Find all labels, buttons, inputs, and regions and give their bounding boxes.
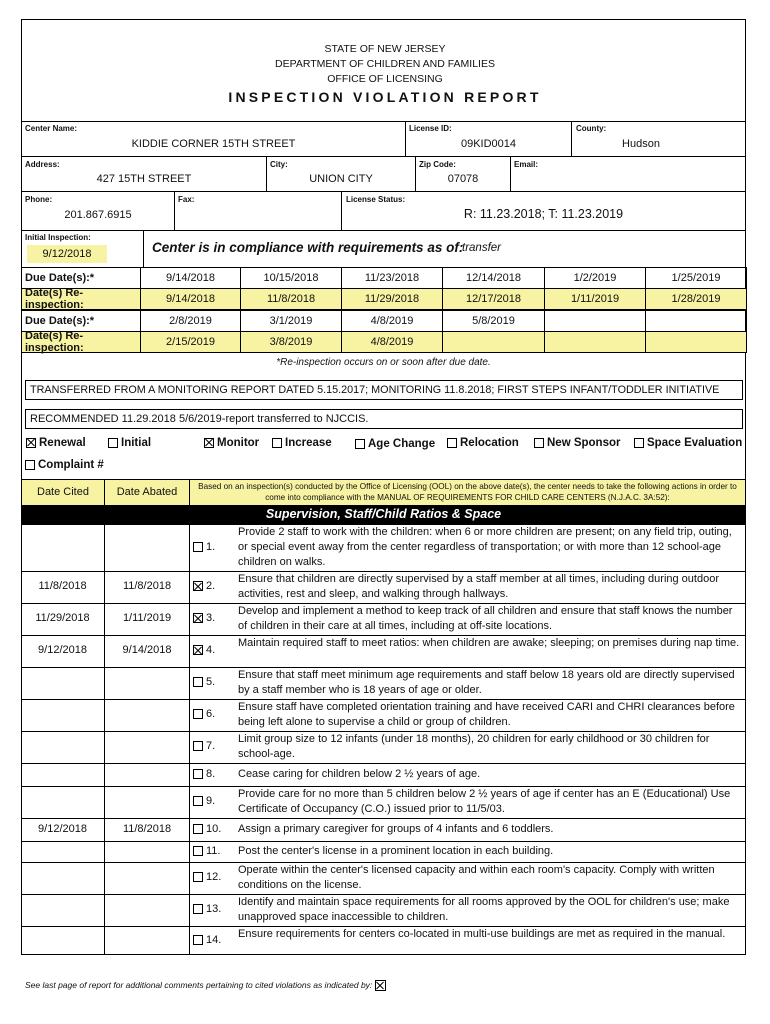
violation-number-label: 12.: [206, 871, 222, 883]
checkbox-icon[interactable]: [193, 904, 203, 914]
violation-text: Provide care for no more than 5 children below 2 ½ years of age if center has an E (Educational) Use Certificate of Occupancy (C.O.) issued prior to 11/5/03.: [238, 788, 731, 815]
option-relocation[interactable]: [447, 437, 519, 449]
footer-text: See last page of report for additional comments pertaining to cited violations as indicated by:: [25, 980, 373, 990]
due-date-cell[interactable]: 4/8/2019: [341, 310, 443, 332]
license-id-value[interactable]: 09KID0014: [460, 138, 517, 150]
option-label: Renewal: [39, 437, 86, 449]
option-label: Complaint #: [38, 459, 104, 471]
checkbox-icon[interactable]: [193, 824, 203, 834]
violation-number-label: 5.: [206, 676, 216, 688]
checkbox-icon[interactable]: [193, 741, 203, 751]
email-box: [510, 156, 746, 192]
footer-checkbox-icon: [375, 980, 386, 991]
recommended-note[interactable]: RECOMMENDED 11.29.2018 5/6/2019-report transferred to NJCCIS.: [25, 409, 743, 429]
violation-number-label: 13.: [206, 903, 222, 915]
checkbox-icon[interactable]: [193, 581, 203, 591]
violation-number[interactable]: [193, 708, 215, 720]
license-id-label: License ID:: [409, 124, 452, 133]
license-status-value[interactable]: R: 11.23.2018; T: 11.23.2019: [463, 207, 624, 221]
due-date-cell[interactable]: 12/17/2018: [442, 288, 545, 310]
col-divider-1: [104, 524, 105, 954]
zip-value[interactable]: 07078: [447, 173, 479, 185]
violation-number[interactable]: [193, 934, 221, 946]
violation-number[interactable]: [193, 740, 215, 752]
violation-number-label: 7.: [206, 740, 216, 752]
checkbox-icon[interactable]: [193, 613, 203, 623]
due-date-cell[interactable]: 3/1/2019: [240, 310, 342, 332]
county-value[interactable]: Hudson: [622, 138, 660, 150]
violation-text: Ensure staff have completed orientation training and have received CARI and CHRI clearances before being left alone to supervise a child or group of children.: [238, 701, 735, 728]
due-date-cell[interactable]: 10/15/2018: [240, 267, 342, 289]
violation-text: Assign a primary caregiver for groups of 4 infants and 6 toddlers.: [238, 822, 554, 835]
fax-box: [174, 191, 342, 231]
due-date-cell[interactable]: 1/25/2019: [645, 267, 747, 289]
intro-text: Based on an inspection(s) conducted by the Office of Licensing (OOL) on the above date(s), the center needs to take the following actions in order to come into compliance with the MANUAL OF REQUIREMENTS FOR CHILD CARE CENTERS (N.J.A.C. 3A:52):: [198, 482, 737, 502]
violation-number-label: 3.: [206, 612, 216, 624]
checkbox-icon[interactable]: [193, 677, 203, 687]
due-date-cell[interactable]: 11/8/2018: [240, 288, 342, 310]
violation-number[interactable]: [193, 845, 220, 857]
county-label: County:: [576, 124, 607, 133]
phone-value[interactable]: 201.867.6915: [64, 209, 132, 221]
due-date-cell[interactable]: [442, 331, 545, 353]
option-label: Increase: [285, 437, 332, 449]
date-abated-cell[interactable]: 11/8/2018: [122, 822, 172, 835]
violation-number[interactable]: [193, 541, 215, 553]
violation-text: Operate within the center's licensed capacity and within each room's capacity. Comply with written conditions on the license.: [238, 864, 715, 891]
date-abated-cell[interactable]: 9/14/2018: [122, 644, 172, 656]
violation-text: Post the center's license in a prominent location in each building.: [238, 844, 554, 857]
compliance-text: Center is in compliance with requirements as of:: [152, 240, 464, 255]
license-status-label: License Status:: [346, 195, 406, 204]
transfer-note[interactable]: TRANSFERRED FROM A MONITORING REPORT DATED 5.15.2017; MONITORING 11.8.2018; FIRST STEPS INFANT/TODDLER INITIATIVE: [25, 380, 743, 400]
date-cited-cell[interactable]: 11/29/2018: [35, 612, 90, 624]
violation-number-label: 9.: [206, 795, 216, 807]
due-date-cell[interactable]: [645, 331, 747, 353]
date-cited-header: Date Cited: [37, 486, 89, 498]
violation-number-label: 8.: [206, 767, 216, 780]
option-monitor[interactable]: [204, 437, 259, 449]
due-date-cell[interactable]: 9/14/2018: [140, 288, 241, 310]
violation-text: Maintain required staff to meet ratios: when children are awake; sleeping; on premises during nap time.: [238, 637, 740, 649]
violation-number-label: 6.: [206, 708, 216, 720]
compliance-value[interactable]: transfer: [462, 242, 501, 254]
violation-text: Ensure that staff meet minimum age requirements and staff below 18 years old are directly supervised by a staff member who is 18 years of age or older.: [238, 669, 735, 696]
option-initial[interactable]: [108, 437, 151, 449]
violation-number-label: 14.: [206, 933, 222, 946]
option-space-evaluation[interactable]: [634, 437, 742, 449]
due-date-cell[interactable]: 3/8/2019: [240, 331, 342, 353]
checkbox-icon[interactable]: [634, 438, 644, 448]
violation-text: Ensure requirements for centers co-located in multi-use buildings are met as required in the manual.: [238, 928, 726, 940]
due-date-cell[interactable]: 2/8/2019: [140, 310, 241, 332]
checkbox-icon[interactable]: [193, 769, 203, 779]
checkbox-icon[interactable]: [193, 935, 203, 945]
option-new-sponsor[interactable]: [534, 437, 620, 449]
due-row-label: Date(s) Re-inspection:: [21, 331, 141, 353]
checkbox-icon[interactable]: [534, 438, 544, 448]
violation-number-label: 11.: [206, 844, 221, 857]
violation-number-label: 10.: [206, 822, 222, 835]
date-abated-cell[interactable]: 1/11/2019: [122, 612, 172, 624]
due-date-cell[interactable]: [645, 310, 747, 332]
option-label: Relocation: [460, 437, 519, 449]
due-date-cell[interactable]: 1/11/2019: [544, 288, 646, 310]
date-cited-cell[interactable]: 9/12/2018: [38, 822, 87, 835]
address-label: Address:: [25, 160, 60, 169]
initial-inspection-value[interactable]: 9/12/2018: [27, 245, 107, 263]
due-date-cell[interactable]: 2/15/2019: [140, 331, 241, 353]
center-name-label: Center Name:: [25, 124, 78, 133]
checkbox-icon[interactable]: [193, 645, 203, 655]
due-date-cell[interactable]: [544, 331, 646, 353]
violation-number-label: 2.: [206, 580, 216, 592]
violation-text: Ensure that children are directly supervised by a staff member at all times, including during outdoor activities, rest and sleep, and walking through hallways.: [238, 573, 719, 600]
department-heading: DEPARTMENT OF CHILDREN AND FAMILIES: [275, 58, 495, 70]
option-label: Space Evaluation: [647, 437, 743, 449]
due-date-cell[interactable]: 12/14/2018: [442, 267, 545, 289]
due-date-cell[interactable]: [544, 310, 646, 332]
due-date-cell[interactable]: 4/8/2019: [341, 331, 443, 353]
violation-number[interactable]: [193, 795, 215, 807]
violation-number[interactable]: [193, 768, 215, 780]
option-label: New Sponsor: [547, 437, 621, 449]
checkbox-icon[interactable]: [272, 438, 282, 448]
violation-number[interactable]: [193, 903, 221, 915]
checkbox-icon[interactable]: [193, 709, 203, 719]
option-renewal[interactable]: [26, 437, 86, 449]
city-value[interactable]: UNION CITY: [309, 173, 373, 185]
due-row-label: Due Date(s):*: [21, 267, 141, 289]
violation-number[interactable]: [193, 676, 215, 688]
option-age-change[interactable]: [355, 438, 435, 450]
city-label: City:: [270, 160, 288, 169]
checkbox-icon[interactable]: [108, 438, 118, 448]
option-increase[interactable]: [272, 437, 332, 449]
violation-text: Cease caring for children below 2 ½ years of age.: [238, 767, 481, 780]
date-cited-cell[interactable]: 11/8/2018: [38, 580, 87, 592]
checkbox-icon[interactable]: [26, 438, 36, 448]
footer-note: [25, 980, 389, 991]
checkbox-icon[interactable]: [193, 796, 203, 806]
report-title: INSPECTION VIOLATION REPORT: [228, 89, 542, 105]
option-label: Monitor: [217, 437, 260, 449]
email-label: Email:: [514, 160, 539, 169]
violation-text: Develop and implement a method to keep track of all children and ensure that staff knows the number of children in their care at all times, including at off-site locations.: [238, 605, 733, 632]
date-abated-header: Date Abated: [116, 486, 178, 498]
reinspection-footnote: *Re-inspection occurs on or soon after due date.: [276, 357, 491, 368]
violation-text: Provide 2 staff to work with the children: when 6 or more children are present; on any field trip, outing, or special event away from the center regardless of transportation; or with more than 12 school-age children on walks.: [238, 526, 732, 568]
option-label: Initial: [121, 437, 152, 449]
checkbox-icon[interactable]: [193, 542, 203, 552]
violation-number[interactable]: [193, 644, 215, 656]
due-row-label: Date(s) Re-inspection:: [21, 288, 141, 310]
address-value[interactable]: 427 15TH STREET: [96, 173, 192, 185]
violation-number[interactable]: [193, 871, 221, 883]
violation-number[interactable]: [193, 580, 215, 592]
option-complaint[interactable]: [25, 459, 104, 471]
violation-text: Limit group size to 12 infants (under 18 months), 20 children for early childhood or 30 children for school-age.: [238, 733, 710, 760]
checkbox-icon[interactable]: [193, 846, 203, 856]
violation-text: Identify and maintain space requirements for all rooms approved by the OOL for children's use; make unapproved space inaccessible to children.: [238, 896, 730, 923]
state-heading: STATE OF NEW JERSEY: [324, 43, 446, 55]
checkbox-icon[interactable]: [25, 460, 35, 470]
date-cited-cell[interactable]: 9/12/2018: [38, 644, 87, 656]
center-name-value[interactable]: KIDDIE CORNER 15TH STREET: [131, 138, 296, 150]
phone-label: Phone:: [25, 195, 53, 204]
due-date-cell[interactable]: 1/2/2019: [544, 267, 646, 289]
initial-inspection-label: Initial Inspection:: [25, 233, 91, 242]
checkbox-icon[interactable]: [447, 438, 457, 448]
due-date-cell[interactable]: 9/14/2018: [140, 267, 241, 289]
violation-number-label: 4.: [206, 644, 216, 656]
checkbox-icon[interactable]: [204, 438, 214, 448]
violation-number[interactable]: [193, 823, 221, 835]
date-abated-cell[interactable]: 11/8/2018: [122, 580, 172, 592]
section-title: Supervision, Staff/Child Ratios & Space: [21, 505, 746, 524]
checkbox-icon[interactable]: [355, 439, 365, 449]
due-date-cell[interactable]: 11/29/2018: [341, 288, 443, 310]
option-label: Age Change: [368, 438, 436, 450]
zip-label: Zip Code:: [419, 160, 456, 169]
due-date-cell[interactable]: 11/23/2018: [341, 267, 443, 289]
violation-number[interactable]: [193, 612, 215, 624]
checkbox-icon[interactable]: [193, 872, 203, 882]
due-row-label: Due Date(s):*: [21, 310, 141, 332]
violation-number-label: 1.: [206, 540, 216, 553]
fax-label: Fax:: [178, 195, 195, 204]
col-divider-2: [189, 524, 190, 954]
due-date-cell[interactable]: 5/8/2019: [442, 310, 545, 332]
office-heading: OFFICE OF LICENSING: [327, 73, 443, 85]
due-date-cell[interactable]: 1/28/2019: [645, 288, 747, 310]
